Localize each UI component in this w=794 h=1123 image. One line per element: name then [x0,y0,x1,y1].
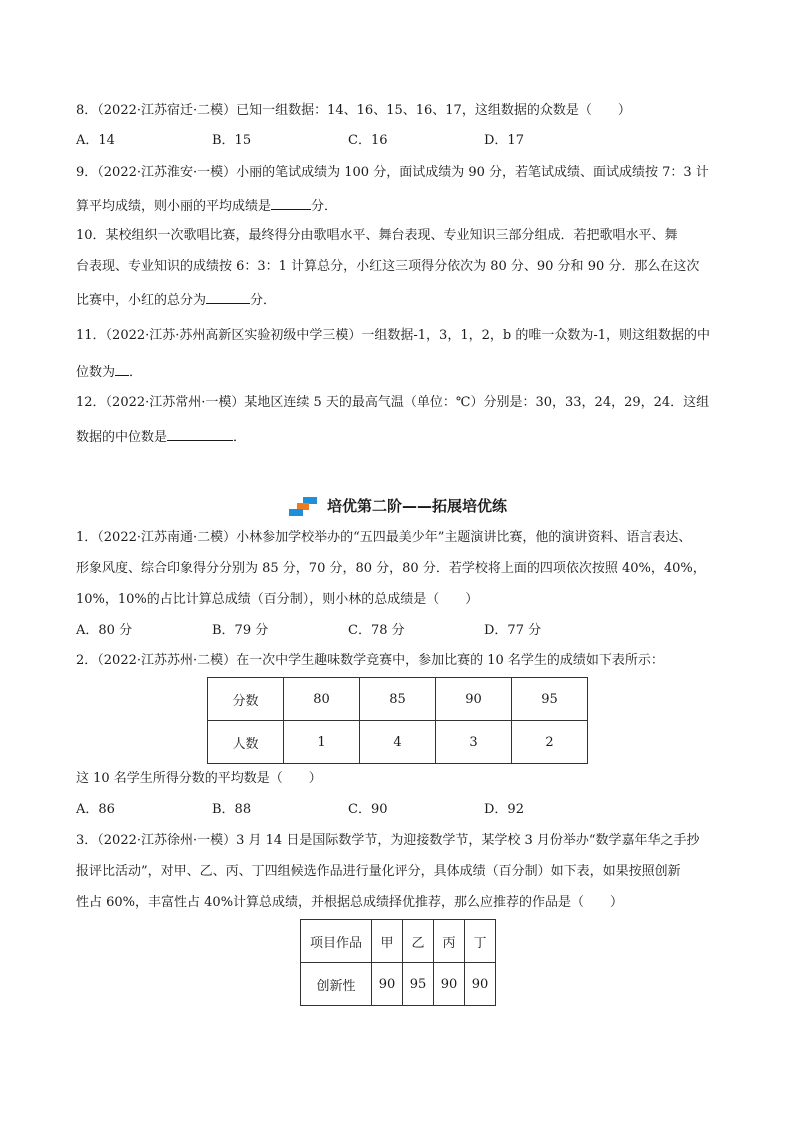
option-c: C．16 [348,133,388,148]
table-row [208,678,588,721]
option-b: B．79 分 [212,623,269,638]
section-heading [0,496,794,517]
option-d: D．77 分 [484,623,542,638]
table-cell: 人数 [208,721,284,764]
problem-3-line-2: 报评比活动”，对甲、乙、丙、丁四组候选作品进行量化评分，具体成绩（百分制）如下表，如果按照创新 [76,864,681,879]
problem-2-line-1: 2．（2022·江苏苏州·二模）在一次中学生趣味数学竞赛中，参加比赛的 10 名学生的成绩如下表所示： [76,653,664,668]
works-table [300,919,496,1006]
question-9-line-1: 9．（2022·江苏淮安·一模）小丽的笔试成绩为 100 分，面试成绩为 90 分，若笔试成绩、面试成绩按 7：3 计 [76,165,709,180]
table-cell: 90 [436,678,512,721]
table-cell: 丙 [434,920,465,963]
table-cell: 甲 [372,920,403,963]
problem-1-options [76,622,696,640]
table-cell: 乙 [403,920,434,963]
table-cell: 85 [360,678,436,721]
table-cell: 1 [284,721,360,764]
question-11-line-2 [76,361,142,382]
section-title: 培优第二阶——拓展培优练 [326,497,507,515]
question-11-suffix: ． [129,365,143,380]
table-cell: 90 [434,963,465,1006]
table-cell: 95 [512,678,588,721]
table-cell: 分数 [208,678,284,721]
question-12-text: 数据的中位数是 [76,430,168,445]
question-8-text: 8．（2022·江苏宿迁·二模）已知一组数据：14、16、15、16、17，这组数据的众数是（ ） [76,103,631,118]
option-b: B．88 [212,802,252,817]
question-12-line-1: 12．（2022·江苏常州·一模）某地区连续 5 天的最高气温（单位：℃）分别是：30，33，24，29，24．这组 [76,395,710,410]
question-10-line-1: 10．某校组织一次歌唱比赛，最终得分由歌唱水平、舞台表现、专业知识三部分组成．若把歌唱水平、舞 [76,228,678,243]
answer-blank [271,195,311,210]
question-12-suffix: ． [233,430,247,445]
question-10-suffix: 分． [250,293,277,308]
option-d: D．17 [484,133,524,148]
question-9-suffix: 分． [311,199,338,214]
question-8-options [76,132,696,150]
problem-2-line-2: 这 10 名学生所得分数的平均数是（ ） [76,771,322,786]
table-cell: 90 [372,963,403,1006]
problem-3-line-3: 性占 60%，丰富性占 40%计算总成绩，并根据总成绩择优推荐，那么应推荐的作品是（ ） [76,895,624,910]
question-10-line-3 [76,289,276,310]
option-a: A．80 分 [76,623,133,638]
question-12-line-2 [76,426,246,447]
problem-1-line-3: 10%，10%的占比计算总成绩（百分制），则小林的总成绩是（ ） [76,592,479,607]
answer-blank [115,361,129,376]
table-row [301,920,496,963]
answer-blank [167,426,233,441]
question-10-text: 比赛中，小红的总分为 [76,293,207,308]
table-cell: 创新性 [301,963,372,1006]
option-a: A．14 [76,133,115,148]
question-11-line-1: 11．（2022·江苏·苏州高新区实验初级中学三模）一组数据-1，3，1，2，b 的唯一众数为-1，则这组数据的中 [76,328,710,343]
option-b: B．15 [212,133,252,148]
option-c: C．78 分 [348,623,405,638]
problem-1-line-2: 形象风度、综合印象得分分别为 85 分，70 分，80 分，80 分．若学校将上面的四项依次按照 40%，40%， [76,561,706,576]
table-cell: 2 [512,721,588,764]
problem-3-line-1: 3．（2022·江苏徐州·一模）3 月 14 日是国际数学节，为迎接数学节，某学校 3 月份举办“数学嘉年华之手抄 [76,833,700,848]
option-d: D．92 [484,802,524,817]
question-10-line-2: 台表现、专业知识的成绩按 6：3：1 计算总分，小红这三项得分依次为 80 分、90 分和 90 分．那么在这次 [76,259,700,274]
question-9-text: 算平均成绩，则小丽的平均成绩是 [76,199,272,214]
question-11-text: 位数为 [76,365,116,380]
table-cell: 3 [436,721,512,764]
stairs-logo-icon [287,497,321,517]
table-cell: 丁 [465,920,496,963]
table-cell: 4 [360,721,436,764]
table-row [301,963,496,1006]
question-9-line-2 [76,195,337,216]
problem-2-options [76,801,696,819]
option-a: A．86 [76,802,115,817]
problem-1-line-1: 1．（2022·江苏南通·二模）小林参加学校举办的“五四最美少年”主题演讲比赛，他的演讲资料、语言表达、 [76,530,692,545]
score-table [207,677,588,764]
table-cell: 90 [465,963,496,1006]
option-c: C．90 [348,802,388,817]
table-cell: 95 [403,963,434,1006]
table-cell: 项目作品 [301,920,372,963]
answer-blank [206,289,250,304]
table-row [208,721,588,764]
table-cell: 80 [284,678,360,721]
